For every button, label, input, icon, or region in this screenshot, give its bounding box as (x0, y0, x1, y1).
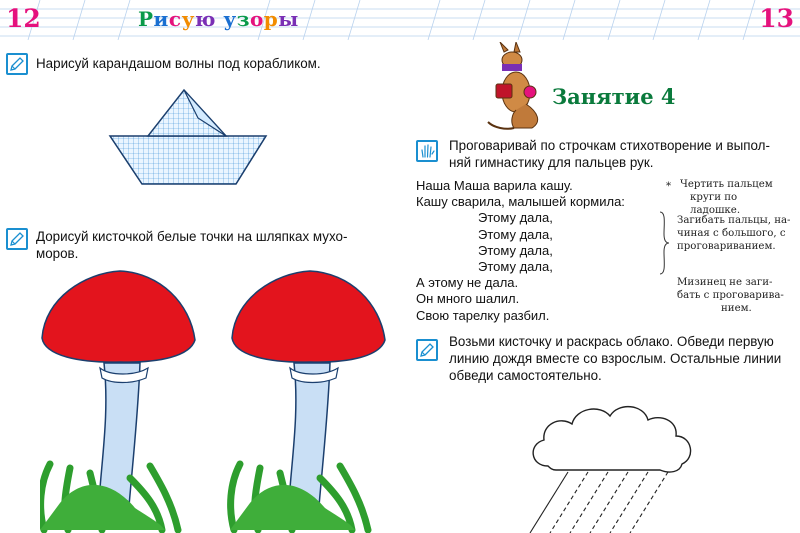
note-line: круги по ладошке. (690, 192, 741, 216)
task-color-cloud-line1: Возьми кисточку и раскрась облако. Обведи первую (449, 334, 774, 349)
mushroom-right (230, 271, 385, 530)
lesson-title: Занятие 4 (552, 84, 676, 109)
poem-line: Свою тарелку разбил. (416, 307, 550, 323)
note-marker: * (666, 181, 672, 192)
page-number-right: 13 (759, 4, 794, 33)
pencil-icon (416, 339, 438, 361)
running-title-letter (216, 7, 223, 31)
mushroom-left (40, 271, 195, 530)
poem-line: Этому дала, (478, 226, 553, 242)
running-title-letter: ю (194, 7, 216, 31)
poem (416, 178, 625, 324)
poem-line: Он много шалил. (416, 291, 520, 307)
poem-line: Этому дала, (478, 210, 553, 226)
task-finger-gymnastics-line2: няй гимнастику для пальцев рук. (449, 155, 654, 170)
hand-icon (416, 140, 438, 162)
poem-line: Этому дала, (478, 242, 553, 258)
note-line: чиная с большого, с (677, 228, 786, 239)
right-page (400, 0, 800, 533)
poem-line: Наша Маша варила кашу. (416, 178, 573, 193)
running-title-letter: у (181, 7, 195, 31)
running-title-letter: о (249, 7, 264, 31)
pencil-icon (6, 53, 28, 75)
kangaroo-mascot-icon (486, 42, 544, 132)
task-draw-waves: Нарисуй карандашом волны под корабликом. (36, 56, 321, 71)
note-line: Чертить пальцем (680, 179, 773, 190)
note-pinky (677, 276, 793, 315)
task-color-cloud (449, 333, 797, 384)
task-finger-gymnastics (449, 137, 797, 171)
note-line: Загибать пальцы, на- (677, 215, 791, 226)
page-number-left: 12 (6, 4, 41, 33)
cloud-rain-illustration (520, 396, 720, 533)
task-mushroom-dots (36, 228, 396, 262)
paper-boat-illustration (108, 88, 268, 188)
note-line: бать с проговарива- (677, 290, 784, 301)
running-title-letter: з (236, 7, 250, 31)
note-line: Мизинец не заги- (677, 277, 773, 288)
mushrooms-illustration (40, 268, 400, 533)
task-finger-gymnastics-line1: Проговаривай по строчкам стихотворение и выпол- (449, 138, 770, 153)
task-color-cloud-line3: обведи самостоятельно. (449, 368, 602, 383)
poem-line: А этому не дала. (416, 275, 519, 291)
poem-line: Кашу сварила, малышей кормила: (416, 194, 625, 210)
note-line: нием. (721, 303, 752, 314)
note-line: проговариванием. (677, 241, 776, 252)
running-title-letter: с (168, 7, 182, 31)
running-title (138, 7, 299, 31)
note-bend-fingers (677, 214, 793, 253)
running-title-letter: и (153, 7, 169, 31)
pencil-icon (6, 228, 28, 250)
poem-line: Этому дала, (478, 259, 553, 275)
task-mushroom-dots-line2: моров. (36, 246, 79, 261)
brace-icon (656, 210, 670, 276)
running-title-letter: р (263, 7, 279, 31)
running-title-letter: Р (138, 7, 154, 31)
running-title-letter: ы (278, 7, 299, 31)
note-circles (680, 178, 790, 217)
running-title-letter: у (223, 7, 237, 31)
task-color-cloud-line2: линию дождя вместе со взрослым. Остальные линии (449, 351, 782, 366)
header-ruled-lines (400, 0, 800, 40)
task-mushroom-dots-line1: Дорисуй кисточкой белые точки на шляпках мухо- (36, 229, 348, 244)
